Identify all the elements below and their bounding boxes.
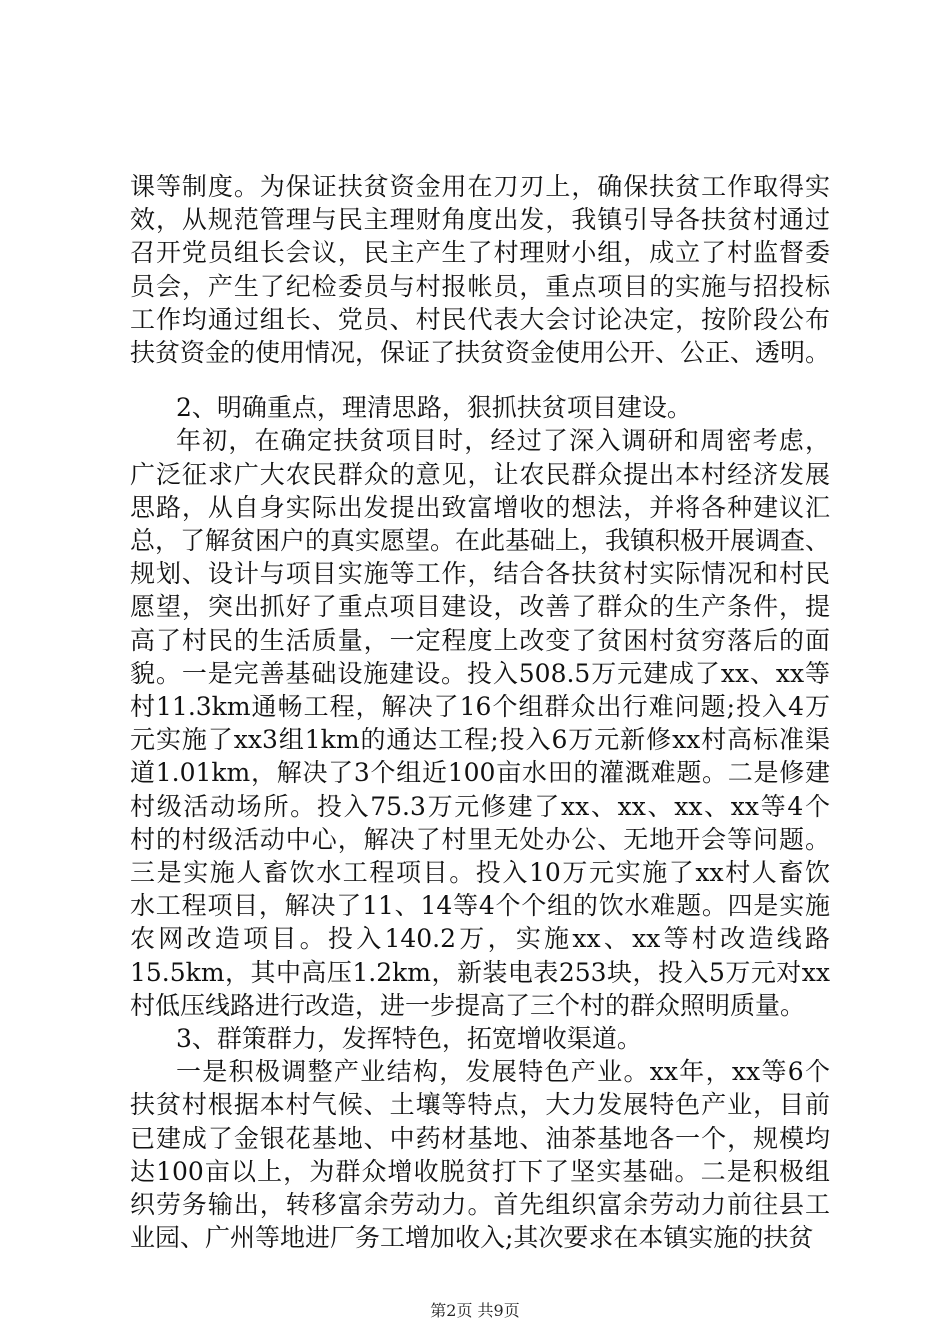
text-line: 总，了解贫困户的真实愿望。在此基础上，我镇积极开展调查、: [130, 526, 831, 555]
text-line: 农网改造项目。投入140.2万，实施xx、xx等村改造线路: [130, 924, 830, 953]
text-line: 元实施了xx3组1km的通达工程;投入6万元新修xx村高标准渠: [130, 725, 830, 754]
text-line: 思路，从自身实际出发提出致富增收的想法，并将各种建议汇: [130, 493, 830, 522]
text-line: 三是实施人畜饮水工程项目。投入10万元实施了xx村人畜饮: [130, 858, 830, 887]
text-line: 村低压线路进行改造，进一步提高了三个村的群众照明质量。: [130, 991, 806, 1020]
text-line: 15.5km，其中高压1.2km，新装电表253块，投入5万元对xx: [130, 958, 830, 987]
text-line: 村级活动场所。投入75.3万元修建了xx、xx、xx、xx等4个: [130, 792, 830, 821]
section-heading: 3、群策群力，发挥特色，拓宽增收渠道。: [176, 1024, 642, 1053]
text-line: 愿望，突出抓好了重点项目建设，改善了群众的生产条件，提: [130, 592, 830, 621]
text-line: 工作均通过组长、党员、村民代表大会讨论决定，按阶段公布: [130, 305, 830, 334]
text-line: 一是积极调整产业结构，发展特色产业。xx年，xx等6个: [176, 1057, 830, 1086]
text-line: 貌。一是完善基础设施建设。投入508.5万元建成了xx、xx等: [130, 659, 830, 688]
text-line: 村的村级活动中心，解决了村里无处办公、无地开会等问题。: [130, 825, 830, 854]
section-heading: 2、明确重点，理清思路，狠抓扶贫项目建设。: [176, 393, 692, 422]
text-line: 效，从规范管理与民主理财角度出发，我镇引导各扶贫村通过: [130, 205, 830, 234]
page-number-footer: 第2页 共9页: [430, 1301, 520, 1320]
text-line: 规划、设计与项目实施等工作，结合各扶贫村实际情况和村民: [130, 559, 830, 588]
text-line: 村11.3km通畅工程，解决了16个组群众出行难问题;投入4万: [130, 692, 830, 721]
text-line: 召开党员组长会议，民主产生了村理财小组，成立了村监督委: [130, 238, 830, 267]
text-line: 达100亩以上，为群众增收脱贫打下了坚实基础。二是积极组: [130, 1157, 830, 1186]
text-line: 员会，产生了纪检委员与村报帐员，重点项目的实施与招投标: [130, 272, 830, 301]
text-line: 业园、广州等地进厂务工增加收入;其次要求在本镇实施的扶贫: [130, 1223, 814, 1252]
text-line: 高了村民的生活质量，一定程度上改变了贫困村贫穷落后的面: [130, 626, 830, 655]
text-line: 广泛征求广大农民群众的意见，让农民群众提出本村经济发展: [130, 460, 830, 489]
text-line: 扶贫村根据本村气候、土壤等特点，大力发展特色产业，目前: [130, 1090, 830, 1119]
text-line: 已建成了金银花基地、中药材基地、油茶基地各一个，规模均: [130, 1124, 830, 1153]
text-line: 道1.01km，解决了3个组近100亩水田的灌溉难题。二是修建: [130, 758, 830, 787]
text-line: 水工程项目，解决了11、14等4个个组的饮水难题。四是实施: [130, 891, 830, 920]
text-line: 扶贫资金的使用情况，保证了扶贫资金使用公开、公正、透明。: [130, 338, 831, 367]
text-line: 年初，在确定扶贫项目时，经过了深入调研和周密考虑，: [176, 426, 830, 455]
text-line: 织劳务输出，转移富余劳动力。首先组织富余劳动力前往县工: [130, 1190, 830, 1219]
text-line: 课等制度。为保证扶贫资金用在刀刃上，确保扶贫工作取得实: [130, 172, 830, 201]
